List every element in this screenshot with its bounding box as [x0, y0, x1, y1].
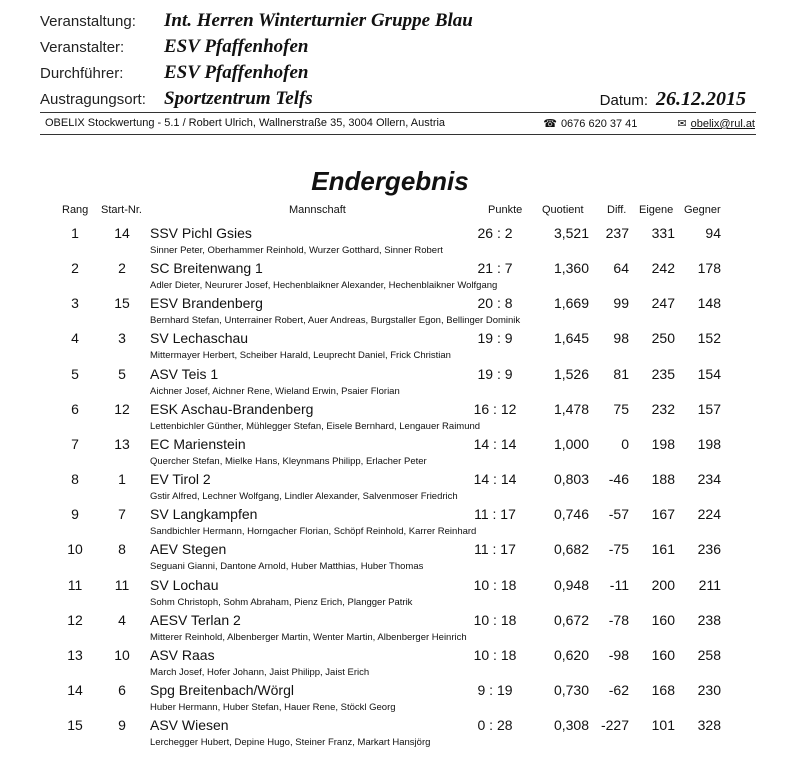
difference-cell: -62: [608, 681, 629, 698]
team-name-cell: SSV Pichl Gsies: [150, 225, 252, 241]
opponent-score-cell: 94: [705, 225, 721, 241]
opponent-score-cell: 198: [697, 435, 721, 452]
team-players: Quercher Stefan, Mielke Hans, Kleynmans Philipp, Erlacher Peter: [150, 455, 427, 467]
quotient-cell: 1,669: [553, 295, 589, 312]
team-name-cell: ASV Teis 1: [150, 365, 219, 382]
start-number-cell: 2: [118, 260, 126, 277]
own-score-cell: 331: [651, 225, 675, 241]
own-score-cell: 160: [651, 611, 675, 628]
quotient-cell: 0,682: [553, 541, 589, 558]
start-number-cell: 9: [118, 717, 126, 734]
start-number-cell: 3: [118, 330, 126, 347]
quotient-cell: 1,645: [553, 330, 589, 347]
quotient-cell: 0,746: [553, 506, 589, 523]
points-cell: 21 : 7: [477, 260, 513, 277]
points-cell: 9 : 19: [477, 681, 513, 698]
rank-cell: 8: [71, 471, 79, 488]
start-number-cell: 4: [118, 611, 126, 628]
difference-cell: -11: [609, 576, 629, 593]
result-row: [0, 330, 800, 365]
points-cell: 14 : 14: [473, 471, 517, 488]
quotient-cell: 0,730: [553, 681, 589, 698]
start-number-cell: 5: [118, 365, 126, 382]
col-header-team: Mannschaft: [289, 204, 346, 216]
email-link[interactable]: obelix@rul.at: [690, 118, 755, 130]
opponent-score-cell: 234: [697, 471, 721, 488]
header-label: Veranstalter:: [40, 39, 125, 56]
opponent-score-cell: 258: [697, 646, 721, 663]
start-number-cell: 1: [118, 471, 126, 488]
difference-cell: 99: [613, 295, 629, 312]
points-cell: 0 : 28: [477, 717, 513, 734]
difference-cell: 81: [613, 365, 629, 382]
team-players: Sinner Peter, Oberhammer Reinhold, Wurzer Gotthard, Sinner Robert: [150, 245, 443, 256]
header-value: Int. Herren Winterturnier Gruppe Blau: [164, 10, 473, 31]
team-name-cell: ASV Wiesen: [150, 717, 229, 734]
start-number-cell: 12: [114, 400, 130, 417]
header-row-veranstalter: [40, 36, 308, 60]
own-score-cell: 232: [651, 400, 675, 417]
points-cell: 10 : 18: [473, 646, 517, 663]
team-name-cell: AESV Terlan 2: [150, 611, 241, 628]
own-score-cell: 242: [651, 260, 675, 277]
quotient-cell: 0,672: [553, 611, 589, 628]
col-header-punkte: Punkte: [488, 204, 523, 216]
header-label: Veranstaltung:: [40, 13, 136, 30]
quotient-cell: 1,000: [553, 435, 589, 452]
own-score-cell: 160: [651, 646, 675, 663]
difference-cell: 75: [613, 400, 629, 417]
team-players: Sandbichler Hermann, Horngacher Florian, Schöpf Reinhold, Karrer Reinhard: [150, 526, 477, 538]
result-row: [0, 225, 800, 260]
opponent-score-cell: 328: [697, 717, 721, 734]
start-number-cell: 11: [114, 576, 130, 593]
own-score-cell: 188: [651, 471, 675, 488]
team-name-cell: SV Lechaschau: [150, 330, 249, 347]
points-cell: 14 : 14: [473, 435, 517, 452]
rank-cell: 15: [67, 717, 83, 734]
result-row: [0, 506, 800, 541]
own-score-cell: 198: [651, 435, 675, 452]
team-name-cell: SV Langkampfen: [150, 506, 258, 523]
result-row: [0, 436, 800, 471]
rank-cell: 9: [71, 506, 79, 523]
difference-cell: 98: [613, 330, 629, 347]
difference-cell: -75: [608, 541, 629, 558]
col-header-rang: Rang: [62, 204, 89, 216]
points-cell: 10 : 18: [473, 576, 517, 593]
quotient-cell: 1,478: [553, 400, 589, 417]
rank-cell: 7: [71, 435, 79, 452]
result-row: [0, 577, 800, 612]
rank-cell: 5: [71, 365, 79, 382]
team-name-cell: SV Lochau: [150, 576, 219, 593]
own-score-cell: 250: [651, 330, 675, 347]
rank-cell: 6: [71, 400, 79, 417]
quotient-cell: 0,620: [553, 646, 589, 663]
team-name-cell: ESK Aschau-Brandenberg: [150, 400, 314, 417]
own-score-cell: 101: [651, 717, 675, 734]
result-row: [0, 295, 800, 330]
col-header-eigene: Eigene: [639, 204, 674, 216]
rank-cell: 12: [67, 611, 83, 628]
phone-contact: [543, 117, 637, 130]
header-value: Sportzentrum Telfs: [164, 88, 313, 109]
points-cell: 11 : 17: [474, 506, 516, 523]
difference-cell: -98: [608, 646, 629, 663]
points-cell: 19 : 9: [477, 330, 513, 347]
start-number-cell: 6: [118, 681, 126, 698]
own-score-cell: 167: [651, 506, 675, 523]
start-number-cell: 15: [114, 295, 130, 312]
rank-cell: 4: [71, 330, 79, 347]
start-number-cell: 7: [118, 506, 126, 523]
opponent-score-cell: 224: [697, 506, 721, 523]
opponent-score-cell: 236: [697, 541, 721, 558]
datum-value: 26.12.2015: [656, 88, 746, 110]
divider-bottom: [40, 134, 756, 135]
team-players: Gstir Alfred, Lechner Wolfgang, Lindler Alexander, Salvenmoser Friedrich: [150, 491, 458, 503]
envelope-icon: ✉: [677, 118, 687, 130]
points-cell: 10 : 18: [473, 611, 517, 628]
rank-cell: 14: [67, 681, 83, 698]
col-header-quotient: Quotient: [542, 204, 584, 216]
software-info: OBELIX Stockwertung - 5.1 / Robert Ulrich, Wallnerstraße 35, 3004 Ollern, Austria: [45, 117, 446, 129]
team-name-cell: AEV Stegen: [150, 541, 227, 558]
start-number-cell: 8: [118, 541, 126, 558]
opponent-score-cell: 178: [697, 260, 721, 277]
opponent-score-cell: 157: [697, 400, 721, 417]
opponent-score-cell: 230: [697, 681, 721, 698]
col-header-start: Start-Nr.: [101, 204, 142, 216]
start-number-cell: 10: [114, 646, 130, 663]
rank-cell: 10: [67, 541, 83, 558]
datum: [600, 88, 746, 111]
own-score-cell: 200: [651, 576, 675, 593]
rank-cell: 3: [71, 295, 79, 312]
page-title: Endergebnis: [311, 166, 469, 196]
result-row: [0, 717, 800, 752]
header-label: Durchführer:: [40, 65, 124, 82]
team-name-cell: EC Marienstein: [150, 435, 246, 452]
email-contact: [677, 117, 755, 130]
result-row: [0, 471, 800, 506]
team-name-cell: Spg Breitenbach/Wörgl: [150, 681, 294, 698]
opponent-score-cell: 211: [698, 576, 721, 593]
own-score-cell: 247: [651, 295, 675, 312]
start-number-cell: 14: [114, 225, 130, 241]
team-players: Bernhard Stefan, Unterrainer Robert, Auer Andreas, Burgstaller Egon, Bellinger Dominik: [150, 315, 521, 327]
header-value: ESV Pfaffenhofen: [164, 62, 309, 83]
own-score-cell: 168: [651, 681, 675, 698]
quotient-cell: 1,360: [553, 260, 589, 277]
team-players: March Josef, Hofer Johann, Jaist Philipp, Jaist Erich: [150, 666, 370, 678]
quotient-cell: 0,308: [553, 717, 589, 734]
start-number-cell: 13: [114, 435, 130, 452]
difference-cell: -227: [600, 717, 629, 734]
rank-cell: 11: [67, 576, 83, 593]
header-label: Austragungsort:: [40, 91, 146, 108]
quotient-cell: 3,521: [553, 225, 589, 241]
quotient-cell: 0,948: [553, 576, 589, 593]
own-score-cell: 161: [651, 541, 675, 558]
result-row: [0, 366, 800, 401]
result-row: [0, 401, 800, 436]
result-row: [0, 260, 800, 295]
team-name-cell: ESV Brandenberg: [150, 295, 263, 312]
difference-cell: 64: [613, 260, 629, 277]
points-cell: 20 : 8: [477, 295, 513, 312]
team-name-cell: SC Breitenwang 1: [150, 260, 263, 277]
quotient-cell: 0,803: [553, 471, 589, 488]
rank-cell: 13: [67, 646, 83, 663]
info-line: [45, 117, 755, 130]
points-cell: 19 : 9: [477, 365, 513, 382]
team-players: Huber Hermann, Huber Stefan, Hauer Rene, Stöckl Georg: [150, 701, 396, 713]
team-players: Aichner Josef, Aichner Rene, Wieland Erwin, Psaier Florian: [150, 385, 400, 397]
difference-cell: -46: [608, 471, 629, 488]
divider-top: [40, 112, 756, 113]
team-players: Mittermayer Herbert, Scheiber Harald, Leuprecht Daniel, Frick Christian: [150, 350, 451, 362]
datum-label: Datum:: [599, 92, 648, 109]
header-row-veranstaltung: [40, 10, 473, 34]
result-row: [0, 541, 800, 576]
header-value: ESV Pfaffenhofen: [164, 36, 309, 57]
team-name-cell: EV Tirol 2: [150, 471, 211, 488]
difference-cell: 237: [605, 225, 629, 241]
opponent-score-cell: 152: [697, 330, 721, 347]
rank-cell: 1: [71, 225, 79, 241]
col-header-gegner: Gegner: [684, 204, 721, 216]
team-players: Adler Dieter, Neururer Josef, Hechenblaikner Alexander, Hechenblaikner Wolfgang: [150, 280, 498, 292]
opponent-score-cell: 148: [697, 295, 721, 312]
result-row: [0, 612, 800, 647]
difference-cell: -57: [608, 506, 629, 523]
team-players: Seguani Gianni, Dantone Arnold, Huber Matthias, Huber Thomas: [150, 561, 424, 573]
team-players: Sohm Christoph, Sohm Abraham, Pienz Erich, Plangger Patrik: [150, 596, 413, 608]
header-row-durchfuehrer: [40, 62, 308, 86]
opponent-score-cell: 238: [697, 611, 721, 628]
quotient-cell: 1,526: [553, 365, 589, 382]
points-cell: 26 : 2: [477, 225, 513, 241]
difference-cell: 0: [621, 435, 629, 452]
own-score-cell: 235: [651, 365, 675, 382]
team-players: Mitterer Reinhold, Albenberger Martin, Wenter Martin, Albenberger Heinrich: [150, 631, 467, 643]
header-row-austragungsort: [40, 88, 313, 112]
team-players: Lerchegger Hubert, Depine Hugo, Steiner Franz, Markart Hansjörg: [150, 737, 431, 749]
phone-icon: ☎: [543, 118, 557, 130]
result-row: [0, 647, 800, 682]
points-cell: 16 : 12: [473, 400, 517, 417]
col-header-diff: Diff.: [607, 204, 627, 216]
opponent-score-cell: 154: [697, 365, 721, 382]
points-cell: 11 : 17: [474, 541, 516, 558]
rank-cell: 2: [71, 260, 79, 277]
team-players: Lettenbichler Günther, Mühlegger Stefan, Eisele Bernhard, Lengauer Raimund: [150, 420, 481, 432]
result-row: [0, 682, 800, 717]
phone-number: 0676 620 37 41: [560, 118, 638, 130]
difference-cell: -78: [608, 611, 629, 628]
team-name-cell: ASV Raas: [150, 646, 215, 663]
